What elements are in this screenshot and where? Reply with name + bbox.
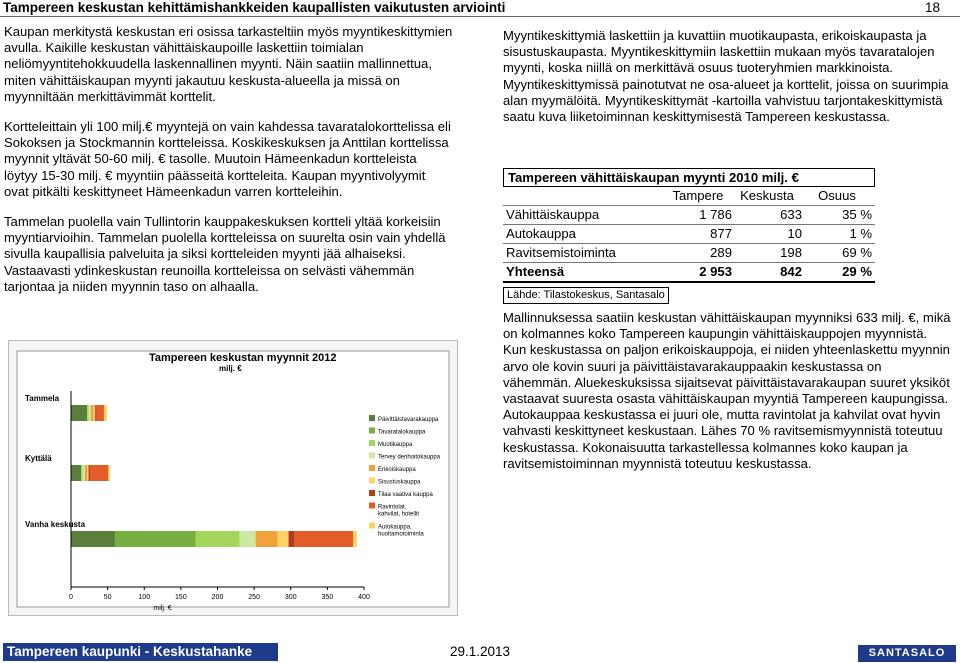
table-header-cell: Tampere	[672, 188, 724, 203]
legend-swatch	[369, 440, 375, 446]
chart-subtitle: milj. €	[219, 364, 242, 373]
x-tick-label: 300	[284, 594, 297, 601]
right-column-lower	[503, 310, 951, 486]
category-label: Tammela	[25, 394, 60, 403]
bar-segment	[94, 405, 95, 421]
page-number: 18	[924, 0, 940, 15]
table-cell: Yhteensä	[506, 264, 565, 279]
table-cell: Vähittäiskauppa	[506, 207, 600, 222]
bar-segment	[95, 405, 96, 421]
table-cell: 877	[710, 226, 732, 241]
bar-segment	[353, 531, 357, 547]
legend-label: Tavaratalokauppa	[378, 429, 426, 436]
bar-segment	[196, 531, 240, 547]
x-tick-label: 200	[211, 594, 224, 601]
bar-segment	[239, 531, 255, 547]
bar-segment	[97, 405, 104, 421]
table-cell: 29 %	[842, 264, 872, 279]
table-header-cell	[503, 187, 664, 205]
left-column	[4, 24, 453, 309]
bar-segment	[115, 531, 196, 547]
santasalo-logo: SANTASALO	[858, 645, 956, 662]
paragraph: Kortteleittain yli 100 milj.€ myyntejä on vain kahdessa tavaratalokorttelissa eli Sokoksen ja Stockmannin kortteleissa. Koskikeskuksen ja Anttilan korttelissa myynnit yltävät 50-60 milj. € tasolle. Muutoin Hämeenkadun kortteleista löytyy 15-30 milj. € myyntiin päässeitä kortteleita. Kaupan myyntivolyymit ovat pitkälti keskittyneet Hämeenkadun varren kortteleihin.	[4, 119, 451, 199]
bar-segment	[89, 465, 90, 481]
page-header	[0, 0, 960, 17]
table-total-row	[503, 263, 875, 283]
legend-swatch	[369, 453, 375, 459]
category-label: Kyttälä	[25, 454, 52, 463]
bar-segment	[71, 531, 115, 547]
table-cell: 842	[780, 264, 802, 279]
sales-table	[503, 168, 875, 304]
legend-swatch	[369, 523, 375, 529]
x-tick-label: 0	[69, 594, 73, 601]
table-row	[503, 225, 875, 244]
paragraph: Myyntikeskittymiä laskettiin ja kuvattiin muotikaupasta, erikoiskaupasta ja sisustuskaupasta. Myyntikeskittymiin laskettiin mukaan myös tavaratalojen myynti, koska niillä on merkittävä osuus tuoteryhmien markkinoista. Myyntikeskittymissä painotutvat ne osa-alueet ja korttelit, joissa on suurimpia alan myymälöitä. Myyntikeskittymät -kartoilla vahvistuu tarjontakeskittymistä saatu kuva liiketoiminnan keskittymisestä Tampereen keskustassa.	[503, 28, 949, 125]
table-cell: 69 %	[842, 245, 872, 260]
table-cell: 10	[787, 226, 802, 241]
legend-swatch	[369, 478, 375, 484]
bar-segment	[278, 531, 289, 547]
bar-segment	[71, 465, 81, 481]
legend-swatch	[369, 465, 375, 471]
legend-label: Sisustuskauppa	[378, 479, 421, 486]
footer-title: Tampereen kaupunki - Keskustahanke	[3, 643, 278, 661]
bar-segment	[294, 531, 353, 547]
bar-segment	[83, 465, 85, 481]
legend-label: Tervey denhoitokauppa	[378, 454, 441, 461]
bar-segment	[89, 405, 91, 421]
table-row	[503, 244, 875, 263]
table-title: Tampereen vähittäiskaupan myynti 2010 milj. €	[503, 168, 875, 187]
table-row	[503, 206, 875, 225]
x-tick-label: 50	[103, 594, 112, 601]
legend-label: Erikoiskauppa	[378, 467, 416, 473]
bar-segment	[91, 405, 94, 421]
table-cell: 198	[780, 245, 802, 260]
bar-segment	[108, 465, 109, 481]
legend-label: Ravintolat,	[378, 504, 407, 511]
legend-label: kahvilat, hotellit	[378, 511, 420, 518]
legend-label: Autokauppa,	[378, 524, 412, 531]
legend-label: Muotikauppa	[378, 442, 413, 448]
footer-date: 29.1.2013	[450, 644, 511, 659]
table-cell: 1 786	[699, 207, 732, 222]
paragraph: Kaupan merkitystä keskustan eri osissa tarkasteltiin myös myyntikeskittymien avulla. Kaikille keskustan vähittäiskaupoille laskettiin toimialan neliömyyntitehokkuudella laskennallinen myynti. Näin saatiin mallinnettua, miten vähittäiskaupan myynti jakautuu keskusta-alueella ja missä on myynniltään merkittävimmät korttelit.	[4, 24, 453, 104]
legend-swatch	[369, 428, 375, 434]
bar-segment	[87, 405, 88, 421]
x-axis-label: milj. €	[153, 605, 172, 612]
bar-segment	[87, 465, 88, 481]
x-tick-label: 400	[358, 594, 370, 601]
table-header-cell: Osuus	[818, 188, 856, 203]
table-header-row	[503, 187, 875, 206]
bar-segment	[81, 465, 82, 481]
table-cell: Autokauppa	[506, 226, 576, 241]
sales-chart	[8, 340, 458, 616]
table-cell: 1 %	[849, 226, 872, 241]
paragraph: Mallinnuksessa saatiin keskustan vähittäiskaupan myynniksi 633 milj. €, mikä on kolmannes koko Tampereen kaupungin vähittäiskauppojen myynnistä. Kun keskustassa on paljon erikoiskauppoja, ei niiden yhteenlaskettu myynnin arvo ole kovin suuri ja päivittäistavarakauppaakin keskustassa on vähemmän. Aluekeskuksissa sijaitsevat päivittäistavarakaupan suuret yksiköt vastaavat suuresta osasta vähittäiskaupan myyntiä Tampereen kaupungissa. Autokauppaa keskustassa ei juuri ole, mutta ravintolat ja kahvilat ovat hyvin vahvasti keskittyneet keskustaan. Lähes 70 % ravitsemismyynnistä toteutuu keskustassa. Kokonaisuutta tarkastellessa kolmannes koko kaupan ja ravitsemistoiminnan myynnistä toteutuu keskustassa.	[503, 310, 951, 471]
bar-segment	[104, 405, 107, 421]
paragraph: Tammelan puolella vain Tullintorin kauppakeskuksen kortteli yltää korkeisiin myyntiarvioihin. Tammelan puolella kortteleissa on suurelta osin vain yhdellä sivulla kaupallisia palveluita ja siksi kortteleiden myynti jää alhaiseksi. Vastaavasti ydinkeskustan reunoilla kortteleissa on selvästi vähemmän tarjontaa ja niiden myynnin taso on alhaalla.	[4, 214, 446, 294]
table-header-cell: Keskusta	[740, 188, 794, 203]
x-tick-label: 350	[321, 594, 334, 601]
bar-segment	[85, 465, 87, 481]
right-column	[503, 28, 951, 139]
x-tick-label: 100	[138, 594, 151, 601]
legend-swatch	[369, 415, 375, 421]
legend-swatch	[369, 503, 375, 509]
table-source: Lähde: Tilastokeskus, Santasalo	[503, 287, 669, 304]
document-title: Tampereen keskustan kehittämishankkeiden kaupallisten vaikutusten arviointi	[3, 0, 506, 15]
chart-svg	[9, 341, 457, 615]
legend-label: Päivittäistavarakauppa	[378, 417, 439, 423]
table-cell: 2 953	[699, 264, 732, 279]
chart-title: Tampereen keskustan myynnit 2012	[149, 352, 337, 364]
legend-swatch	[369, 490, 375, 496]
bar-segment	[256, 531, 278, 547]
category-label: Vanha keskusta	[25, 520, 86, 529]
table-cell: 35 %	[842, 207, 872, 222]
legend-label: huoltamotoiminta	[378, 531, 424, 538]
table-cell: Ravitsemistoiminta	[506, 245, 616, 260]
x-tick-label: 250	[248, 594, 260, 601]
x-tick-label: 150	[175, 594, 187, 601]
bar-segment	[289, 531, 295, 547]
page-footer	[0, 643, 960, 663]
bar-segment	[90, 465, 108, 481]
legend-label: Tilaa vaativa kauppa	[378, 492, 433, 498]
table-cell: 633	[780, 207, 802, 222]
bar-segment	[71, 405, 87, 421]
table-cell: 289	[710, 245, 732, 260]
